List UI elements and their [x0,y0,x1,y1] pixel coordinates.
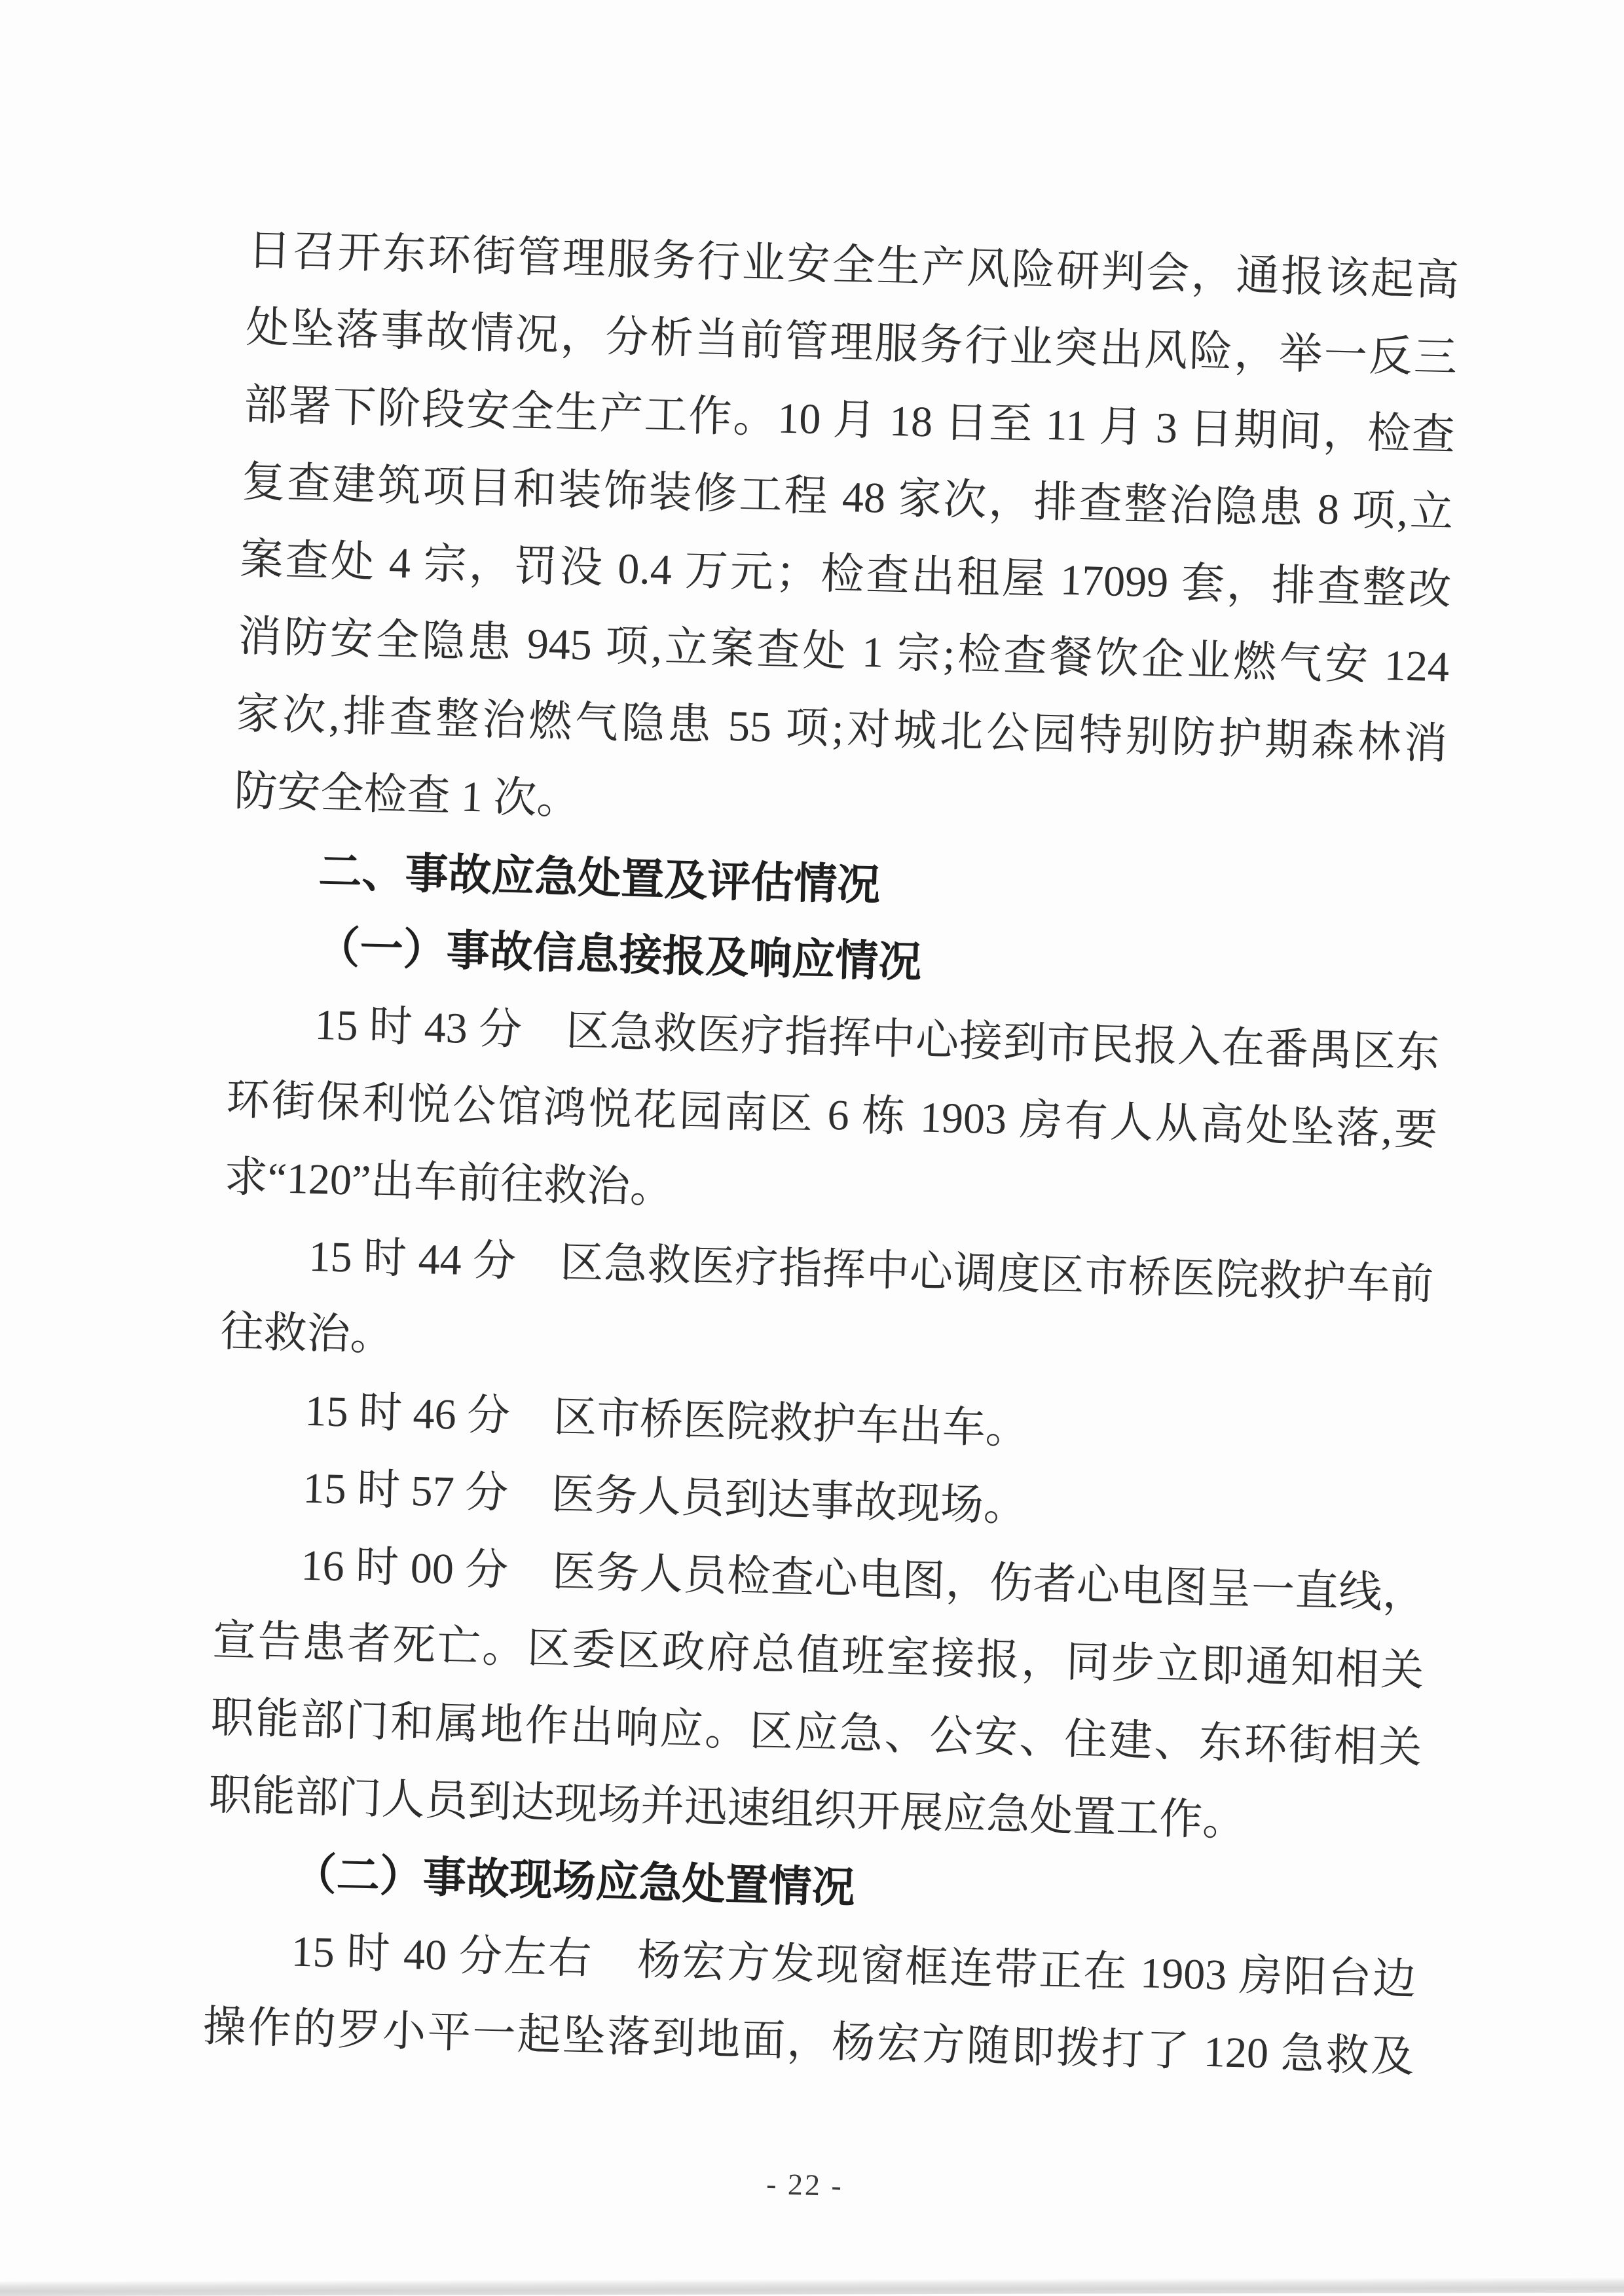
text-line: 操作的罗小平一起坠落到地面，杨宏方随即拨打了 120 急救及 [202,2003,1415,2081]
scan-edge-shadow [0,2277,1624,2296]
text-line: 15 时 46 分 区市桥医院救护车出车。 [304,1387,1029,1453]
section-heading: 二、事故应急处置及评估情况 [318,847,881,909]
text-block [198,212,1460,2239]
text-line: 家次,排查整治燃气隐患 55 项;对城北公园特别防护期森林消 [235,689,1448,769]
text-line: 职能部门和属地作出响应。区应急、公安、住建、东环街相关 [210,1694,1423,1773]
text-line: 15 时 44 分 区急救医疗指挥中心调度区市桥医院救护车前 [308,1232,1435,1309]
text-line: 消防安全隐患 945 项,立案查处 1 宗;检查餐饮企业燃气安 124 [237,612,1450,691]
text-line: 防安全检查 1 次。 [233,767,581,824]
text-line: 15 时 40 分左右 杨宏方发现窗框连带正在 1903 房阳台边 [290,1927,1417,2004]
page-number: - 22 - [766,2166,844,2202]
text-line: 复查建筑项目和装饰装修工程 48 家次，排查整治隐患 8 项,立 [241,458,1454,537]
text-line: 环街保利悦公馆鸿悦花园南区 6 栋 1903 房有人从高处坠落,要 [225,1076,1439,1155]
text-line: 往救治。 [219,1307,394,1360]
text-line: 16 时 00 分 医务人员检查心电图，伤者心电图呈一直线， [300,1541,1427,1618]
text-line: 宣告患者死亡。区委区政府总值班室接报，同步立即通知相关 [212,1616,1425,1696]
text-line: 部署下阶段安全生产工作。10 月 18 日至 11 月 3 日期间，检查 [243,380,1456,460]
text-line: 日召开东环街管理服务行业安全生产风险研判会，通报该起高 [247,226,1460,305]
text-line: 15 时 43 分 区急救医疗指挥中心接到市民报入在番禺区东 [314,1000,1440,1078]
section-heading: （一）事故信息接报及响应情况 [316,923,923,987]
text-line: 处坠落事故情况，分析当前管理服务行业突出风险，举一反三 [245,303,1458,382]
text-line: 15 时 57 分 医务人员到达事故现场。 [302,1464,1027,1531]
section-heading: （二）事故现场应急处置情况 [292,1850,856,1913]
text-line: 求“120”出车前往救治。 [223,1153,674,1212]
text-line: 职能部门人员到达现场并迅速组织开展应急处置工作。 [208,1771,1247,1846]
text-line: 案查处 4 宗，罚没 0.4 万元；检查出租屋 17099 套，排查整改 [239,535,1452,614]
